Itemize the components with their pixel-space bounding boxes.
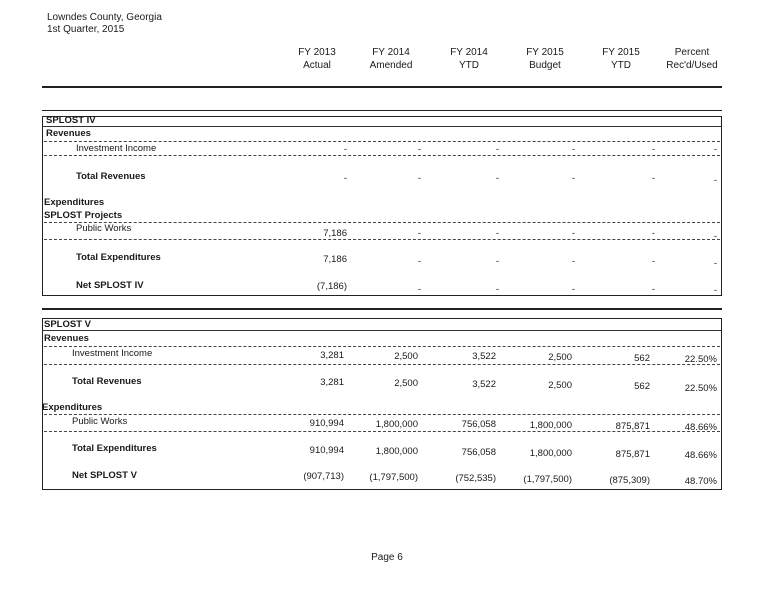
splost5-section xyxy=(42,318,722,490)
splost4-investment-income-label: Investment Income xyxy=(76,143,157,154)
splost5-title: SPLOST V xyxy=(44,319,91,330)
splost5-tr-fy2014-ytd: 3,522 xyxy=(472,379,496,390)
divider xyxy=(44,222,720,223)
col-header-line2: Rec'd/Used xyxy=(666,60,718,71)
splost5-pw-fy2013: 910,994 xyxy=(309,418,344,429)
splost5-ii-fy2015-ytd: 562 xyxy=(634,353,650,364)
splost4-net-fy2015-budget: - xyxy=(571,284,575,295)
splost4-ii-fy2015-ytd: - xyxy=(651,144,655,155)
section-rule xyxy=(42,110,722,111)
splost5-net-fy2013: (907,713) xyxy=(303,471,344,482)
splost4-ii-fy2015-budget: - xyxy=(571,144,575,155)
splost5-te-percent: 48.66% xyxy=(684,450,717,461)
splost5-te-fy2015-budget: 1,800,000 xyxy=(529,448,572,459)
splost4-public-works-label: Public Works xyxy=(76,223,132,234)
splost4-pw-fy2014-ytd: - xyxy=(495,228,499,239)
splost4-tr-fy2014-ytd: - xyxy=(495,173,499,184)
splost5-tr-fy2015-budget: 2,500 xyxy=(548,380,572,391)
divider xyxy=(44,431,720,432)
splost4-te-fy2015-budget: - xyxy=(571,256,575,267)
col-header-line1: FY 2015 xyxy=(602,47,640,58)
splost5-tr-fy2014-amended: 2,500 xyxy=(394,378,418,389)
col-header-line1: Percent xyxy=(674,47,710,58)
splost4-te-fy2015-ytd: - xyxy=(651,256,655,267)
splost5-tr-fy2013: 3,281 xyxy=(320,377,344,388)
col-header-line1: FY 2015 xyxy=(526,47,564,58)
splost4-title: SPLOST IV xyxy=(46,115,96,126)
splost5-net-fy2015-budget: (1,797,500) xyxy=(523,474,572,485)
splost4-te-fy2013: 7,186 xyxy=(323,254,347,265)
splost5-expenditures-label: Expenditures xyxy=(42,402,103,413)
splost4-net-fy2014-amended: - xyxy=(417,284,421,295)
col-header-line2: YTD xyxy=(459,60,479,71)
splost4-pw-percent: - xyxy=(713,231,717,242)
divider xyxy=(44,364,720,365)
splost4-pw-fy2013: 7,186 xyxy=(323,228,347,239)
splost5-tr-percent: 22.50% xyxy=(684,383,717,394)
col-header-fy2014-ytd xyxy=(427,46,511,72)
splost4-tr-fy2015-ytd: - xyxy=(651,173,655,184)
splost5-net-fy2014-amended: (1,797,500) xyxy=(369,472,418,483)
page-number: Page 6 xyxy=(371,552,403,563)
divider xyxy=(44,141,720,142)
splost4-net-fy2014-ytd: - xyxy=(495,284,499,295)
splost5-pw-fy2015-budget: 1,800,000 xyxy=(529,420,572,431)
splost5-te-fy2014-amended: 1,800,000 xyxy=(375,446,418,457)
splost5-net-label: Net SPLOST V xyxy=(72,470,137,481)
splost5-net-percent: 48.70% xyxy=(684,476,717,487)
divider xyxy=(44,414,720,415)
splost5-te-fy2015-ytd: 875,871 xyxy=(615,449,650,460)
divider xyxy=(44,239,720,240)
report-entity: Lowndes County, Georgia xyxy=(47,12,162,23)
splost5-public-works-label: Public Works xyxy=(72,416,128,427)
section-rule xyxy=(42,308,722,310)
splost4-ii-percent: - xyxy=(713,144,717,155)
splost4-total-revenues-label: Total Revenues xyxy=(76,171,146,182)
splost4-te-fy2014-ytd: - xyxy=(495,256,499,267)
col-header-line1: FY 2014 xyxy=(450,47,488,58)
splost4-total-expenditures-label: Total Expenditures xyxy=(76,252,161,263)
splost5-pw-fy2014-amended: 1,800,000 xyxy=(375,419,418,430)
col-header-fy2014-amended xyxy=(349,46,433,72)
splost5-title-rule xyxy=(42,330,722,331)
splost4-revenues-label: Revenues xyxy=(46,128,91,139)
splost5-pw-percent: 48.66% xyxy=(684,422,717,433)
splost5-tr-fy2015-ytd: 562 xyxy=(634,381,650,392)
splost4-tr-fy2014-amended: - xyxy=(417,173,421,184)
splost5-ii-fy2014-ytd: 3,522 xyxy=(472,351,496,362)
splost4-net-label: Net SPLOST IV xyxy=(76,280,144,291)
splost5-revenues-label: Revenues xyxy=(44,333,89,344)
col-header-fy2015-budget xyxy=(503,46,587,72)
col-header-line2: YTD xyxy=(611,60,631,71)
report-period: 1st Quarter, 2015 xyxy=(47,24,125,35)
splost5-te-fy2014-ytd: 756,058 xyxy=(461,447,496,458)
col-header-line2: Actual xyxy=(303,60,331,71)
splost5-ii-fy2015-budget: 2,500 xyxy=(548,352,572,363)
splost5-total-expenditures-label: Total Expenditures xyxy=(72,443,157,454)
divider xyxy=(44,155,720,156)
splost4-ii-fy2014-amended: - xyxy=(417,144,421,155)
splost4-ii-fy2014-ytd: - xyxy=(495,144,499,155)
splost5-pw-fy2014-ytd: 756,058 xyxy=(461,419,496,430)
splost4-te-fy2014-amended: - xyxy=(417,256,421,267)
col-header-fy2013-actual xyxy=(275,46,359,72)
header-rule xyxy=(42,86,722,88)
splost4-pw-fy2015-budget: - xyxy=(571,228,575,239)
splost5-total-revenues-label: Total Revenues xyxy=(72,376,142,387)
splost4-net-fy2013: (7,186) xyxy=(316,281,347,292)
col-header-line1: FY 2014 xyxy=(372,47,410,58)
splost4-ii-fy2013: - xyxy=(343,144,347,155)
col-header-line2: Budget xyxy=(529,60,561,71)
splost5-net-fy2014-ytd: (752,535) xyxy=(455,473,496,484)
splost4-pw-fy2015-ytd: - xyxy=(651,228,655,239)
splost5-investment-income-label: Investment Income xyxy=(72,348,153,359)
splost4-tr-percent: - xyxy=(713,175,717,186)
splost5-net-fy2015-ytd: (875,309) xyxy=(609,475,650,486)
splost4-te-percent: - xyxy=(713,258,717,269)
col-header-line1: FY 2013 xyxy=(298,47,336,58)
splost4-tr-fy2013: - xyxy=(343,173,347,184)
divider xyxy=(44,346,720,347)
col-header-percent xyxy=(650,46,734,72)
splost4-net-fy2015-ytd: - xyxy=(651,284,655,295)
splost5-pw-fy2015-ytd: 875,871 xyxy=(615,421,650,432)
splost4-pw-fy2014-amended: - xyxy=(417,228,421,239)
splost5-ii-percent: 22.50% xyxy=(684,354,717,365)
splost5-te-fy2013: 910,994 xyxy=(309,445,344,456)
splost5-ii-fy2014-amended: 2,500 xyxy=(394,351,418,362)
splost4-title-rule xyxy=(42,126,722,127)
splost4-net-percent: - xyxy=(713,285,717,296)
splost5-ii-fy2013: 3,281 xyxy=(320,350,344,361)
col-header-line2: Amended xyxy=(369,60,413,71)
splost4-tr-fy2015-budget: - xyxy=(571,173,575,184)
splost4-projects-label: SPLOST Projects xyxy=(44,210,123,221)
splost4-expenditures-label: Expenditures xyxy=(44,197,105,208)
